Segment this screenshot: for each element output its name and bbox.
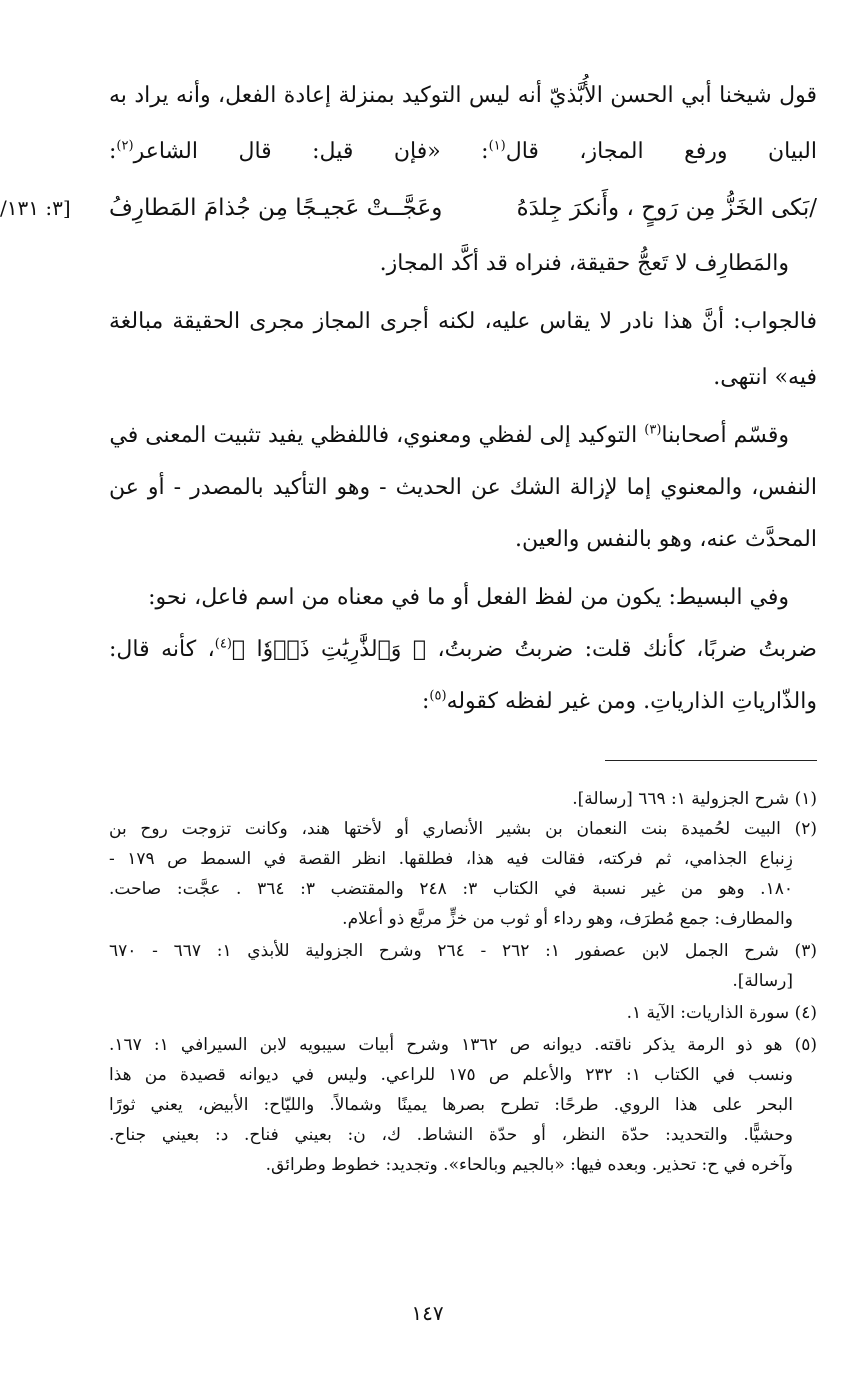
text-span: وفي البسيط: يكون من لفظ الفعل أو ما في معناه من اسم فاعل، نحو: xyxy=(148,585,789,610)
page-number: ١٤٧ xyxy=(411,1301,444,1325)
footnote-2-line: ١٨٠. وهو من غير نسبة في الكتاب ٣: ٢٤٨ والمقتضب ٣: ٣٦٤ . عجَّت: صاحت. xyxy=(109,879,793,899)
text-span: : xyxy=(422,689,430,714)
text-line xyxy=(109,300,817,344)
text-span: فالجواب: أنَّ هذا نادر لا يقاس عليه، لكنه أجرى المجاز مجرى الحقيقة مبالغة xyxy=(109,309,817,334)
footnote-separator xyxy=(605,760,817,761)
text-line xyxy=(109,242,817,286)
text-span: التوكيد إلى لفظي ومعنوي، فاللفظي يفيد تثبيت المعنى في xyxy=(109,423,645,448)
text-span: والمَطارِف لا تَعجُّ حقيقة، فنراه قد أكَّد المجاز. xyxy=(379,251,789,276)
text-span: والذّارياتِ الذارياتِ. ومن غير لفظه كقوله xyxy=(446,689,817,714)
text-line xyxy=(109,356,817,400)
text-span: ضربتُ ضربًا، كأنك قلت: ضربتُ ضربتُ، ﴿ وَٱلذَّٰرِيَٰتِ ذَرۡوٗا ﴾ xyxy=(231,637,817,662)
footnote-2-line: والمطارف: جمع مُطرَف، وهو رداء أو ثوب من خزٍّ مربَّع ذو أعلام. xyxy=(342,909,793,929)
verse-second-hemistich: وعَجَّــتْ عَجيـجًا مِن جُذامَ المَطارِفُ xyxy=(109,195,443,221)
text-line xyxy=(109,680,817,724)
margin-reference: [٣: ١٣١/ xyxy=(0,196,71,220)
footnote-5-line: وآخره في ح: تحذير. وبعده فيها: «بالجيم وبالحاء». وتجديد: خطوط وطرائق. xyxy=(265,1155,793,1175)
text-line xyxy=(109,414,817,458)
footnote-ref-3[interactable]: (٣) xyxy=(644,422,662,438)
text-line xyxy=(109,130,817,174)
text-line xyxy=(109,628,817,672)
text-span: وقسّم أصحابنا xyxy=(661,423,789,448)
footnote-ref-5[interactable]: (٥) xyxy=(429,688,447,704)
text-line xyxy=(109,576,817,620)
footnote-ref-1[interactable]: (١) xyxy=(488,138,506,154)
text-span: قول شيخنا أبي الحسن الأُبَّذيّ أنه ليس التوكيد بمنزلة إعادة الفعل، وأنه يراد به xyxy=(109,83,817,108)
footnote-ref-4[interactable]: (٤) xyxy=(214,636,232,652)
text-span: فيه» انتهى. xyxy=(713,365,817,390)
text-line xyxy=(109,74,817,118)
footnote-2: (٢) البيت لحُميدة بنت النعمان بن بشير الأنصاري أو لأختها هند، وكانت تزوجت روح بن xyxy=(109,819,817,839)
text-span: : xyxy=(109,139,117,164)
footnote-5-line: وحشيًّا. والتحديد: حدّة النظر، أو حدّة النشاط. ك، ن: بعيني فناح. د: بعيني جناح. xyxy=(109,1125,793,1145)
text-span: ، كأنه قال: xyxy=(109,637,215,662)
text-span: المحدَّث عنه، وهو بالنفس والعين. xyxy=(515,527,817,552)
text-span: البيان ورفع المجاز، قال xyxy=(505,139,817,164)
footnote-ref-2[interactable]: (٢) xyxy=(116,138,134,154)
footnote-2-line: زِنباع الجذامي، ثم فركته، فقالت فيه هذا، فطلقها. انظر القصة في السمط ص ١٧٩ - xyxy=(109,849,793,869)
poetry-verse xyxy=(109,186,817,230)
footnote-4: (٤) سورة الذاريات: الآية ١. xyxy=(626,1003,817,1023)
footnote-5: (٥) هو ذو الرمة يذكر ناقته. ديوانه ص ١٣٦٢ وشرح أبيات سيبويه لابن السيرافي ١: ١٦٧. xyxy=(109,1035,817,1055)
footnote-5-line: ونسب في الكتاب ١: ٢٣٢ والأعلم ص ١٧٥ للراعي. وليس في ديوانه قصيدة من هذا xyxy=(109,1065,793,1085)
footnote-3: (٣) شرح الجمل لابن عصفور ١: ٢٦٢ - ٢٦٤ وشرح الجزولية للأبذي ١: ٦٦٧ - ٦٧٠ xyxy=(109,941,817,961)
text-line xyxy=(109,518,817,562)
text-span: : «فإن قيل: قال الشاعر xyxy=(133,139,489,164)
text-line xyxy=(109,466,817,510)
text-span: النفس، والمعنوي إما لإزالة الشك عن الحديث - وهو التأكيد بالمصدر - أو عن xyxy=(109,475,817,500)
footnote-3-line: [رسالة]. xyxy=(732,971,793,991)
verse-first-hemistich: /بَكى الخَزُّ مِن رَوحٍ ، وأَنكرَ جِلدَهُ xyxy=(516,195,817,221)
footnote-1: (١) شرح الجزولية ١: ٦٦٩ [رسالة]. xyxy=(572,789,817,809)
footnote-5-line: البحر على هذا الروي. طرحًا: تطرح بصرها يمينًا وشمالاً. والليّاح: الأبيض، يعني ثورًا xyxy=(109,1095,793,1115)
